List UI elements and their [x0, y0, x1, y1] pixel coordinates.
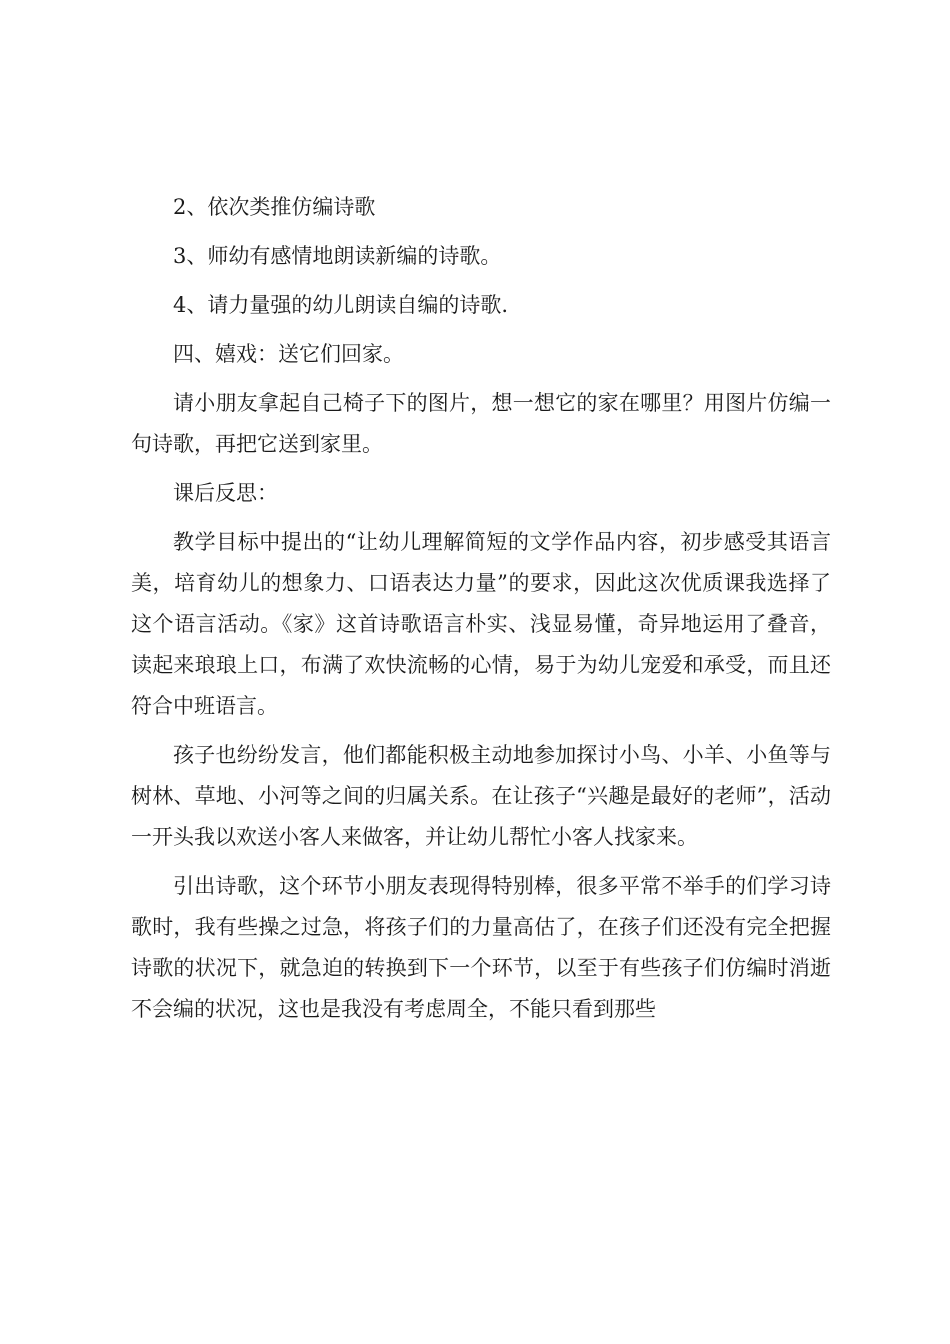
- reflection-paragraph-3: 引出诗歌，这个环节小朋友表现得特别棒，很多平常不举手的们学习诗歌时，我有些操之过急，将孩子们的力量高估了，在孩子们还没有完全把握诗歌的状况下，就急迫的转换到下一个环节，以至于有些孩子们仿编时消逝不会编的状况，这也是我没有考虑周全，不能只看到那些: [131, 874, 831, 1021]
- document-body: [131, 187, 831, 1038]
- list-item-step-4: 4、请力量强的幼儿朗读自编的诗歌.: [173, 293, 509, 317]
- list-item-step-2: 2、依次类推仿编诗歌: [173, 195, 376, 219]
- reflection-paragraph-2: 孩子也纷纷发言，他们都能积极主动地参加探讨小鸟、小羊、小鱼等与树林、草地、小河等之间的归属关系。在让孩子“兴趣是最好的老师”，活动一开头我以欢送小客人来做客，并让幼儿帮忙小客人找家来。: [131, 743, 831, 849]
- section-heading-reflection: 课后反思：: [173, 481, 278, 505]
- list-item-step-3: 3、师幼有感情地朗读新编的诗歌。: [173, 244, 502, 268]
- section-heading-game: 四、嬉戏：送它们回家。: [173, 342, 404, 366]
- game-instructions-paragraph: 请小朋友拿起自己椅子下的图片，想一想它的家在哪里？用图片仿编一句诗歌，再把它送到家里。: [131, 391, 831, 456]
- reflection-paragraph-1: 教学目标中提出的“让幼儿理解简短的文学作品内容，初步感受其语言美，培育幼儿的想象力、口语表达力量”的要求，因此这次优质课我选择了这个语言活动。《家》这首诗歌语言朴实、浅显易懂，奇异地运用了叠音，读起来琅琅上口，布满了欢快流畅的心情，易于为幼儿宠爱和承受，而且还符合中班语言。: [131, 530, 831, 718]
